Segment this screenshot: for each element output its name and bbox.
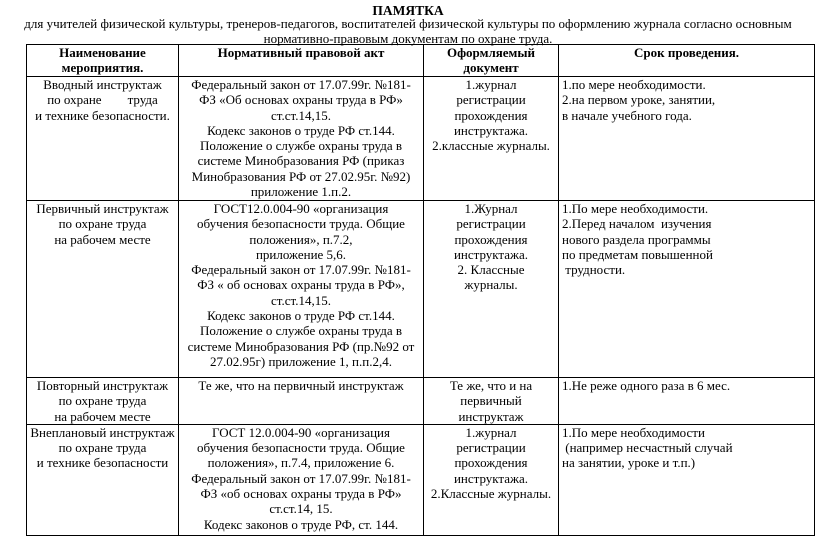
cell-line: 1.Журнал xyxy=(464,201,518,216)
cell-line: ФЗ « об основах охраны труда в РФ», xyxy=(197,277,405,293)
cell-line: регистрации xyxy=(456,216,526,232)
cell-line: Положение о службе охраны труда в xyxy=(199,323,402,339)
cell-line: ГОСТ 12.0.004-90 «организация xyxy=(212,424,390,440)
cell-line: 2. Классные xyxy=(457,262,525,278)
cell-line: обучения безопасности труда. Общие xyxy=(197,216,405,232)
column-header-document xyxy=(424,45,559,77)
cell-line: инструктаж xyxy=(458,408,524,424)
cell-line: 1.журнал xyxy=(465,77,517,92)
cell-line: и технике безопасности. xyxy=(35,107,170,123)
cell-line: Внеплановый инструктаж xyxy=(30,424,175,440)
cell-event xyxy=(27,378,179,425)
cell-line: Те же, что на первичный инструктаж xyxy=(198,378,404,393)
table-header-row xyxy=(27,45,815,77)
cell-line: по охране труда xyxy=(58,393,147,409)
cell-line: по охране труда xyxy=(47,92,158,108)
cell-line: первичный xyxy=(460,393,522,409)
cell-line: приложение 1.п.2. xyxy=(250,184,352,200)
cell-line: ст.ст.14,15. xyxy=(271,292,331,308)
cell-line: регистрации xyxy=(456,440,526,456)
cell-line: ФЗ «Об основах охраны труда в РФ» xyxy=(199,92,403,108)
cell-line: в начале учебного года. xyxy=(562,107,692,123)
cell-line: по предметам повышенной xyxy=(562,246,713,262)
cell-line: прохождения xyxy=(454,231,528,247)
cell-line: Те же, что и на xyxy=(449,378,533,393)
cell-line: Оформляемый xyxy=(446,45,536,60)
cell-line: 2.Перед началом изучения xyxy=(562,216,712,232)
cell-act xyxy=(179,77,424,201)
cell-act xyxy=(179,201,424,378)
cell-line: положения», п.7.2, xyxy=(249,231,353,247)
cell-document xyxy=(424,77,559,201)
cell-line: 27.02.95г) приложение 1, п.п.2,4. xyxy=(210,353,392,369)
cell-line: Вводный инструктаж xyxy=(43,77,162,92)
column-header-term xyxy=(559,45,815,77)
cell-line: нового раздела программы xyxy=(562,231,711,247)
memo-table xyxy=(26,44,815,536)
cell-act xyxy=(179,378,424,425)
cell-line: Положение о службе охраны труда в xyxy=(199,138,402,154)
cell-line: Повторный инструктаж xyxy=(36,378,169,393)
cell-event xyxy=(27,77,179,201)
cell-line: трудности. xyxy=(562,262,626,278)
column-header-act xyxy=(179,45,424,77)
cell-line: мероприятия. xyxy=(61,60,144,76)
cell-line: Минобразования РФ от 27.02.95г. №92) xyxy=(191,168,411,184)
cell-line: по охране труда xyxy=(58,440,147,456)
cell-line: ФЗ «об основах охраны труда в РФ» xyxy=(200,486,402,502)
cell-line: прохождения xyxy=(454,107,528,123)
cell-document xyxy=(424,378,559,425)
page-subtitle xyxy=(20,17,796,46)
table-row xyxy=(27,201,815,378)
cell-line: обучения безопасности труда. Общие xyxy=(197,440,405,456)
cell-line: инструктажа. xyxy=(453,246,529,262)
cell-line: Кодекс законов о труде РФ ст.144. xyxy=(207,308,395,324)
cell-document xyxy=(424,424,559,535)
cell-line: и технике безопасности xyxy=(36,455,169,471)
page-title: ПАМЯТКА xyxy=(372,3,444,18)
subtitle-line: для учителей физической культуры, тренеров-педагогов, воспитателей физической культуры по оформлению журнала согласно основным xyxy=(24,16,792,31)
cell-term xyxy=(559,424,815,535)
cell-line: 1.журнал xyxy=(465,424,517,440)
cell-line: системе Минобразования РФ (пр.№92 от xyxy=(187,338,415,354)
cell-line: Федеральный закон от 17.07.99г. №181- xyxy=(191,262,411,278)
cell-line: (например несчастный случай xyxy=(562,440,733,456)
cell-line: регистрации xyxy=(456,92,526,108)
cell-line: ст.ст.14, 15. xyxy=(269,501,333,517)
cell-line: по охране труда xyxy=(58,216,147,232)
cell-line: на занятии, уроке и т.п.) xyxy=(562,455,696,471)
cell-term xyxy=(559,77,815,201)
cell-line: Федеральный закон от 17.07.99г. №181- xyxy=(191,77,411,92)
cell-line: Федеральный закон от 17.07.99г. №181- xyxy=(191,470,411,486)
cell-document xyxy=(424,201,559,378)
cell-line: инструктажа. xyxy=(453,470,529,486)
cell-line: Наименование xyxy=(59,45,146,60)
cell-line: ст.ст.14,15. xyxy=(271,107,331,123)
cell-line: на рабочем месте xyxy=(54,408,151,424)
cell-event xyxy=(27,201,179,378)
cell-line: 2.на первом уроке, занятии, xyxy=(562,92,716,108)
cell-line: Нормативный правовой акт xyxy=(217,45,385,60)
cell-line: 2.Классные журналы. xyxy=(430,486,552,502)
cell-line: на рабочем месте xyxy=(54,231,151,247)
cell-act xyxy=(179,424,424,535)
subtitle-line: нормативно-правовым документам по охране труда. xyxy=(263,30,553,46)
cell-line: 1.по мере необходимости. xyxy=(562,77,706,92)
cell-line: Срок проведения. xyxy=(634,45,739,60)
cell-line: журналы. xyxy=(464,277,518,293)
cell-line: системе Минобразования РФ (приказ xyxy=(197,153,405,169)
cell-line: ГОСТ12.0.004-90 «организация xyxy=(213,201,389,216)
cell-term xyxy=(559,378,815,425)
cell-line: Первичный инструктаж xyxy=(36,201,169,216)
cell-term xyxy=(559,201,815,378)
cell-event xyxy=(27,424,179,535)
column-header-event xyxy=(27,45,179,77)
table-row xyxy=(27,424,815,535)
cell-line: Кодекс законов о труде РФ, ст. 144. xyxy=(203,516,399,532)
cell-line: инструктажа. xyxy=(453,122,529,138)
cell-line: Кодекс законов о труде РФ ст.144. xyxy=(207,122,395,138)
cell-line: 2.классные журналы. xyxy=(432,138,550,154)
cell-line: приложение 5,6. xyxy=(255,246,347,262)
cell-line: положения», п.7.4, приложение 6. xyxy=(207,455,395,471)
cell-line: документ xyxy=(463,60,519,76)
table-row xyxy=(27,77,815,201)
cell-line: 1.Не реже одного раза в 6 мес. xyxy=(562,378,731,393)
table-row xyxy=(27,378,815,425)
cell-line: 1.По мере необходимости xyxy=(562,424,705,440)
cell-line: прохождения xyxy=(454,455,528,471)
cell-line: 1.По мере необходимости. xyxy=(562,201,709,216)
